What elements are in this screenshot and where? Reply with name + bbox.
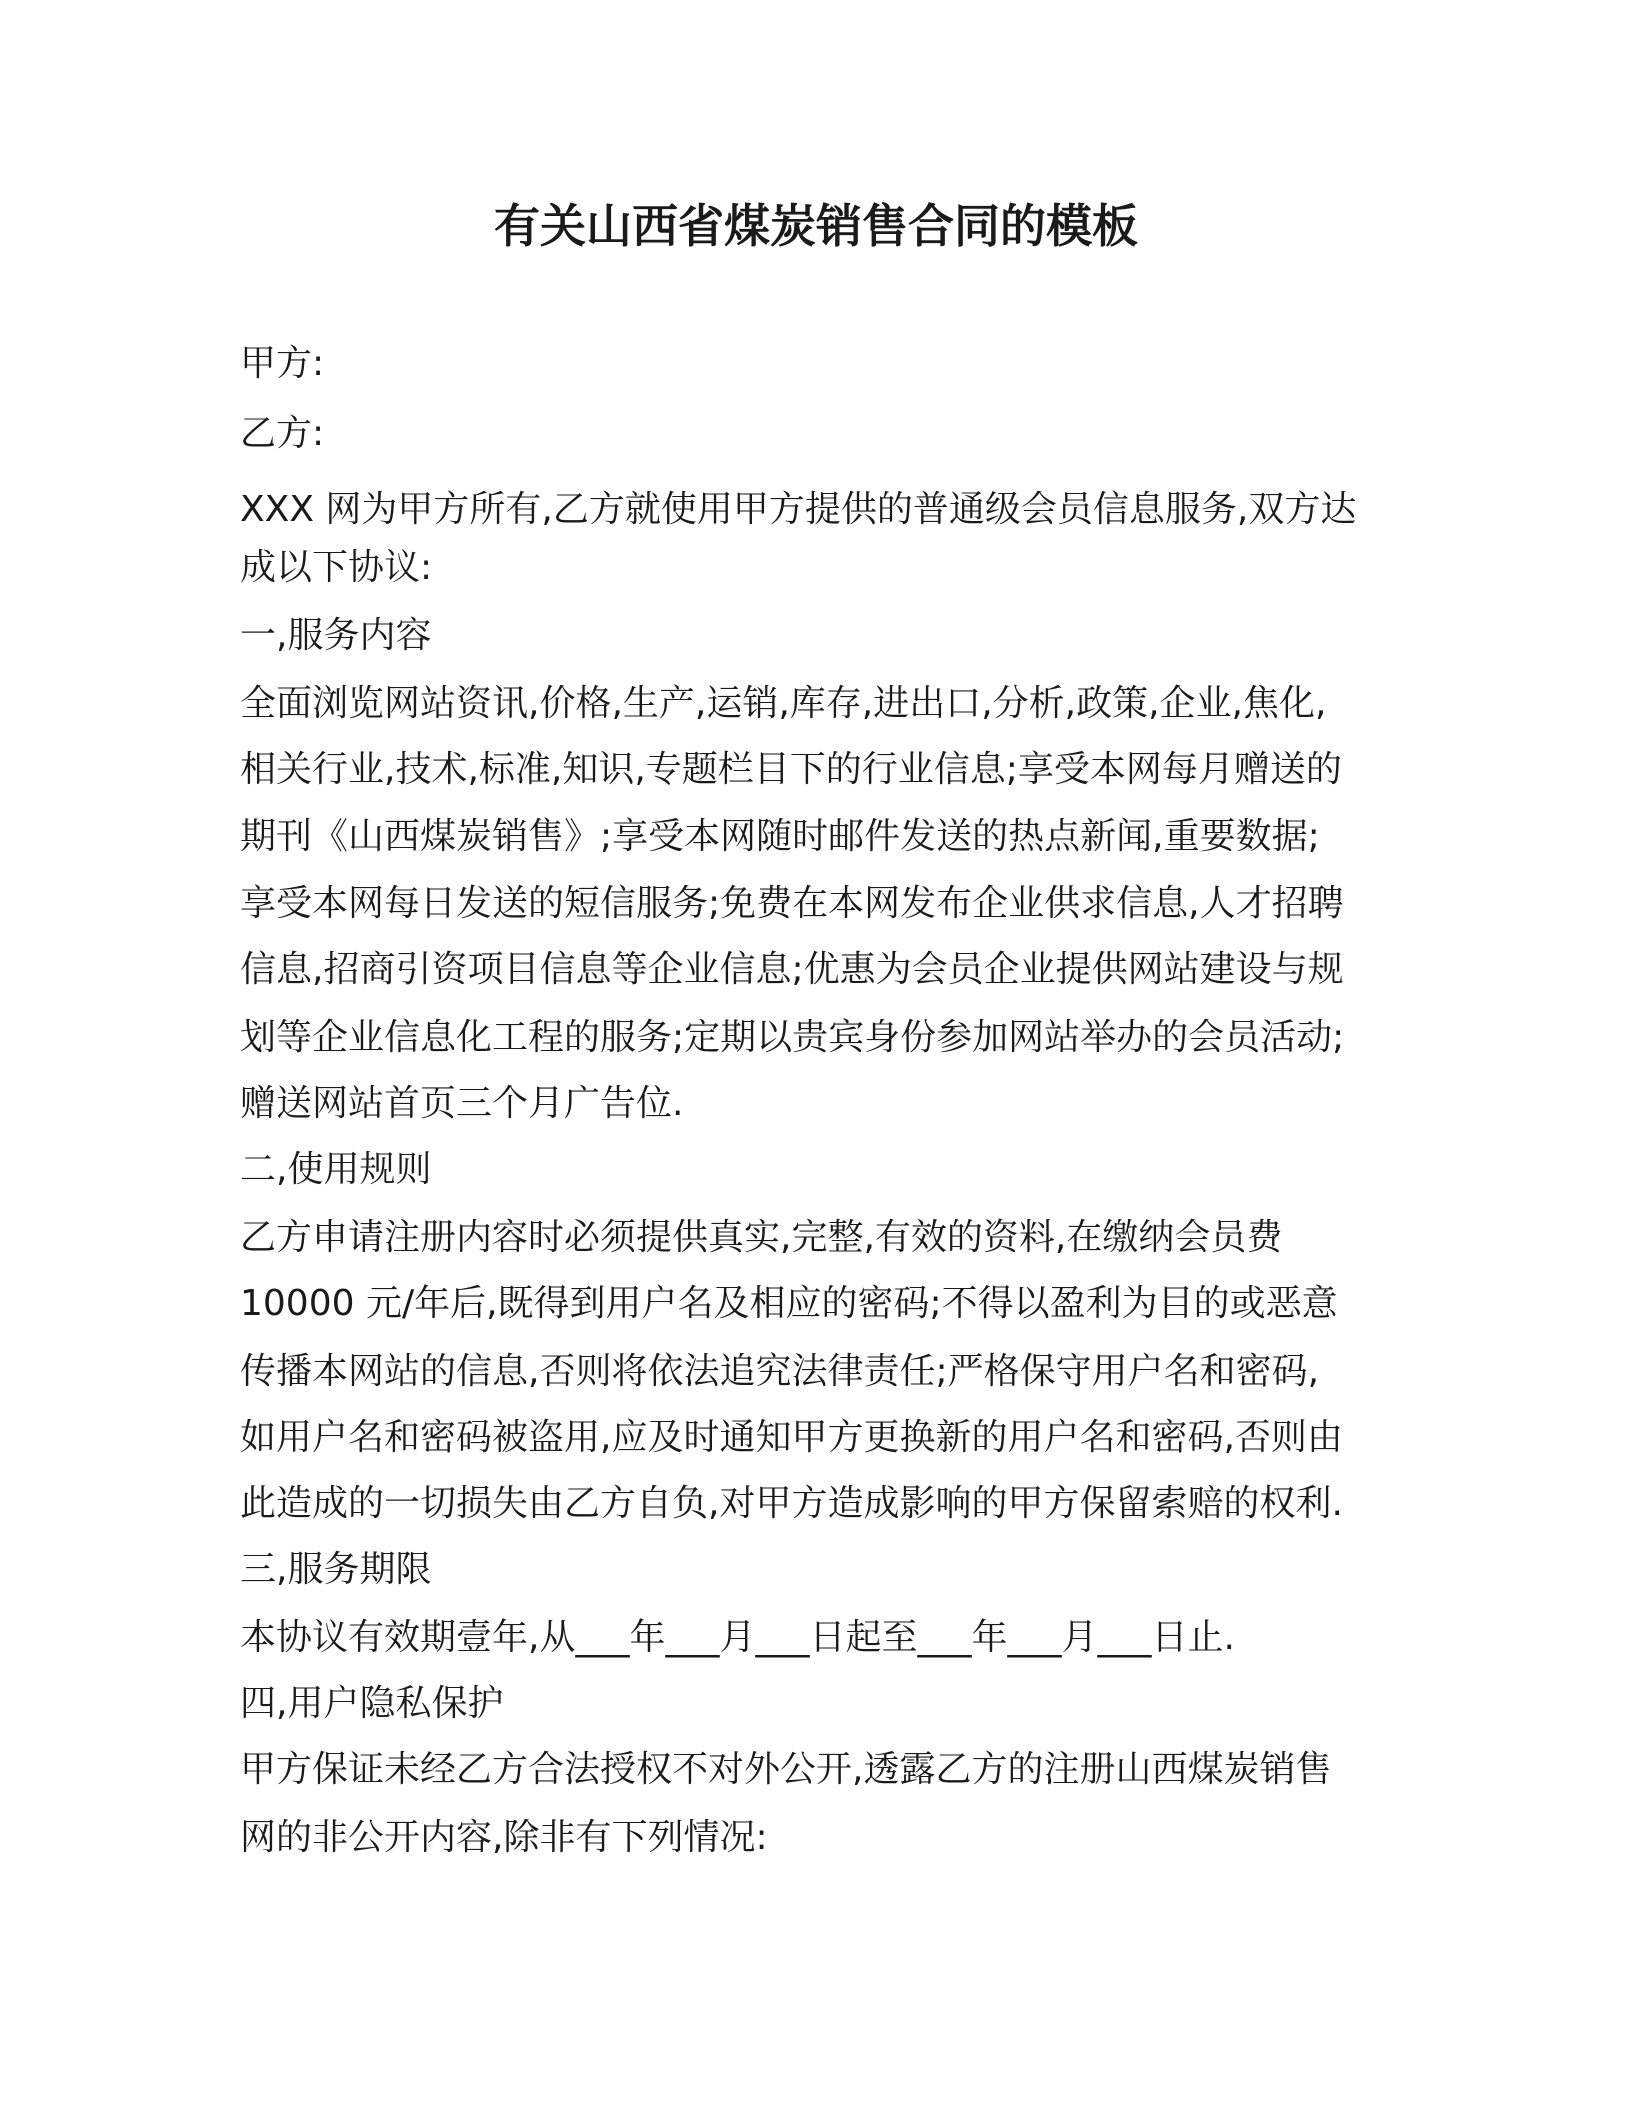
paragraph-line: 甲方保证未经乙方合法授权不对外公开,透露乙方的注册山西煤炭销售 — [240, 1749, 1332, 1790]
paragraph-line: 此造成的一切损失由乙方自负,对甲方造成影响的甲方保留索赔的权利. — [240, 1483, 1343, 1524]
paragraph-line: 相关行业,技术,标准,知识,专题栏目下的行业信息;享受本网每月赠送的 — [240, 749, 1342, 790]
paragraph-line: 网的非公开内容,除非有下列情况: — [240, 1817, 768, 1858]
paragraph-line: 如用户名和密码被盗用,应及时通知甲方更换新的用户名和密码,否则由 — [240, 1417, 1343, 1458]
party-a-line: 甲方: — [240, 343, 325, 384]
paragraph-line: 划等企业信息化工程的服务;定期以贵宾身份参加网站举办的会员活动; — [240, 1017, 1345, 1058]
paragraph-line: 乙方申请注册内容时必须提供真实,完整,有效的资料,在缴纳会员费 — [240, 1217, 1283, 1258]
paragraph-line: 全面浏览网站资讯,价格,生产,运销,库存,进出口,分析,政策,企业,焦化, — [240, 683, 1327, 724]
paragraph-line: 10000 元/年后,既得到用户名及相应的密码;不得以盈利为目的或恶意 — [240, 1283, 1338, 1324]
paragraph-line: 成以下协议: — [240, 547, 433, 588]
paragraph-line: 享受本网每日发送的短信服务;免费在本网发布企业供求信息,人才招聘 — [240, 883, 1344, 924]
document-title: 有关山西省煤炭销售合同的模板 — [494, 199, 1138, 253]
paragraph-line: 本协议有效期壹年,从___年___月___日起至___年___月___日止. — [240, 1617, 1235, 1658]
paragraph-line: 赠送网站首页三个月广告位. — [240, 1083, 684, 1124]
paragraph-line: 信息,招商引资项目信息等企业信息;优惠为会员企业提供网站建设与规 — [240, 949, 1344, 990]
paragraph-line: XXX 网为甲方所有,乙方就使用甲方提供的普通级会员信息服务,双方达 — [240, 489, 1357, 530]
party-b-line: 乙方: — [240, 413, 325, 454]
section-heading: 三,服务期限 — [240, 1549, 432, 1590]
paragraph-line: 期刊《山西煤炭销售》;享受本网随时邮件发送的热点新闻,重要数据; — [240, 816, 1320, 857]
section-heading: 二,使用规则 — [240, 1149, 432, 1190]
section-heading: 四,用户隐私保护 — [240, 1683, 504, 1724]
section-heading: 一,服务内容 — [240, 615, 432, 656]
paragraph-line: 传播本网站的信息,否则将依法追究法律责任;严格保守用户名和密码, — [240, 1351, 1320, 1392]
